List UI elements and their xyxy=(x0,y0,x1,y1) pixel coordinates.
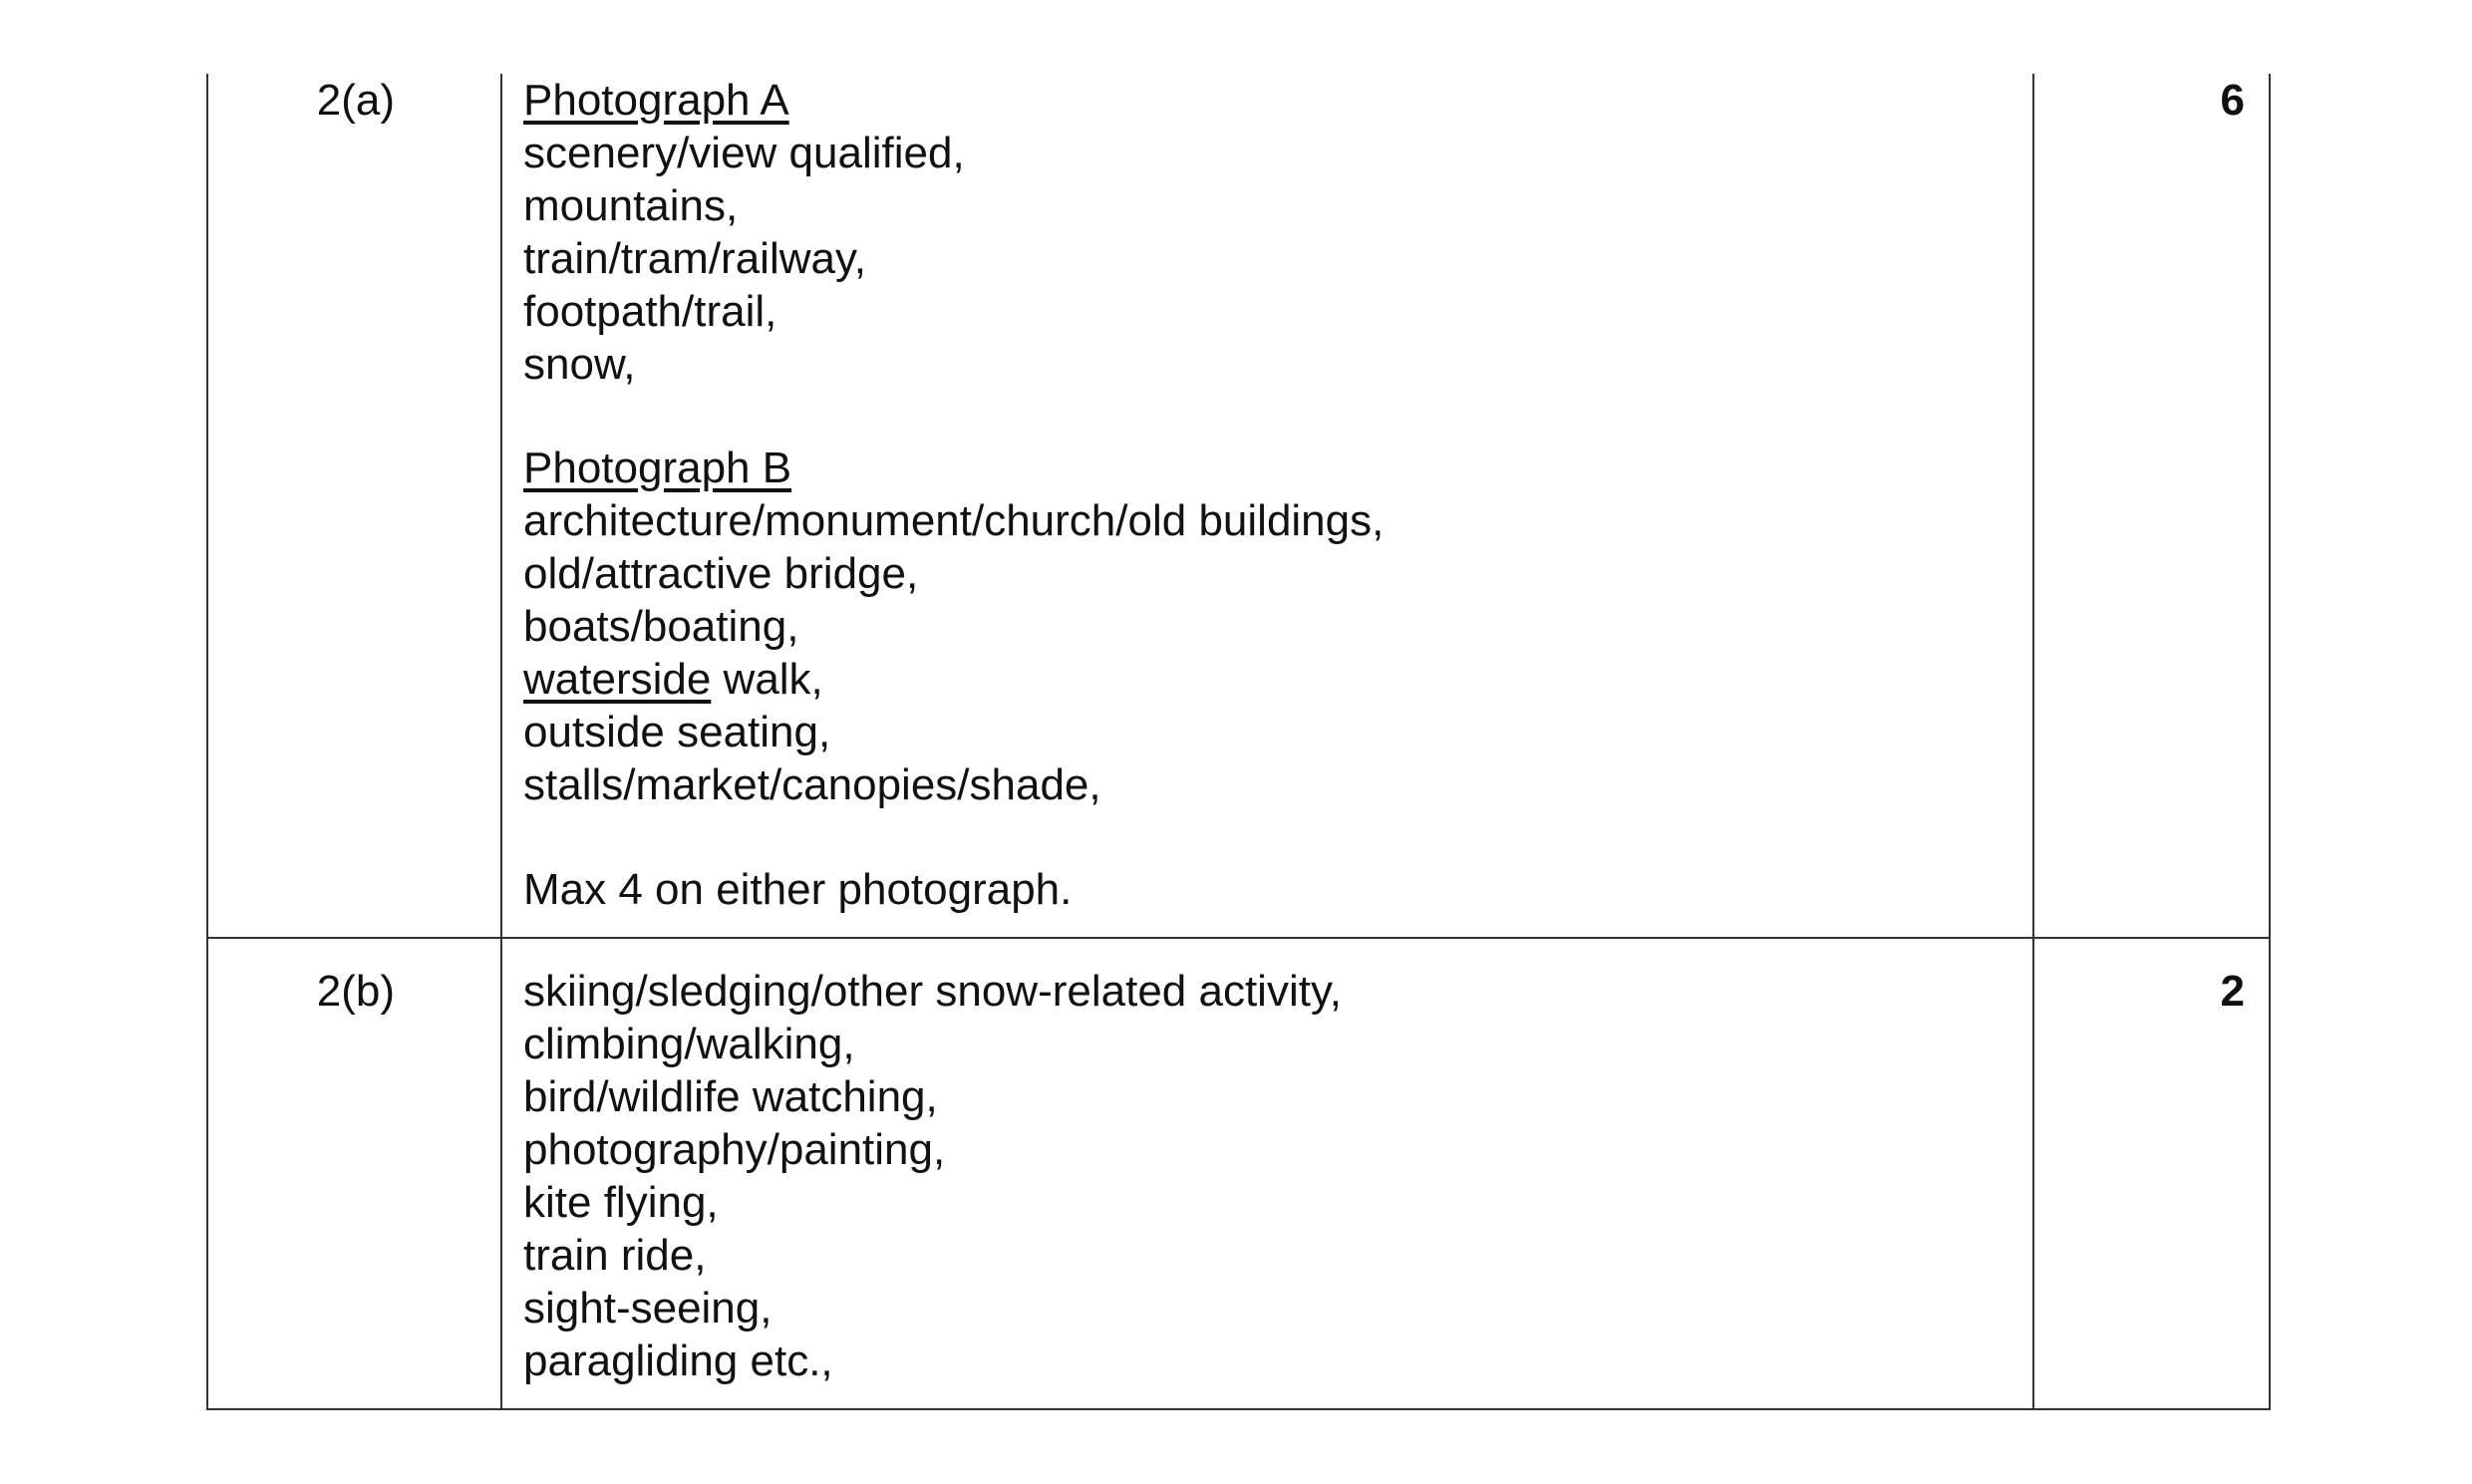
list-item: photography/painting, xyxy=(523,1125,946,1174)
activity-list xyxy=(523,965,1342,1387)
underlined-word: waterside xyxy=(523,655,712,704)
list-item-rest: walk, xyxy=(711,655,823,704)
column-divider-answer xyxy=(2032,74,2034,1410)
list-item: mountains, xyxy=(523,181,739,230)
list-item: climbing/walking, xyxy=(523,1020,855,1068)
list-item: train ride, xyxy=(523,1231,707,1280)
table-bottom-border xyxy=(206,1408,2271,1410)
list-item: footpath/trail, xyxy=(523,287,777,336)
list-item: architecture/monument/church/old buildings, xyxy=(523,496,1385,545)
question-number: 2(b) xyxy=(316,967,395,1016)
list-item: kite flying, xyxy=(523,1178,719,1227)
photograph-a-heading: Photograph A xyxy=(523,76,789,125)
marks-value: 6 xyxy=(2220,76,2245,125)
list-item: sight-seeing, xyxy=(523,1284,772,1333)
max-note: Max 4 on either photograph. xyxy=(523,865,1073,914)
list-item: old/attractive bridge, xyxy=(523,549,919,598)
list-item: skiing/sledging/other snow-related activity, xyxy=(523,967,1342,1016)
list-item: snow, xyxy=(523,340,636,389)
list-item: scenery/view qualified, xyxy=(523,129,965,177)
table-right-border xyxy=(2269,74,2271,1410)
marks-value: 2 xyxy=(2220,967,2245,1016)
list-item: boats/boating, xyxy=(523,602,799,651)
list-item: train/tram/railway, xyxy=(523,234,866,283)
list-item xyxy=(523,653,1384,706)
list-item: paragliding etc., xyxy=(523,1336,833,1385)
photograph-b-list xyxy=(523,494,1384,811)
question-number: 2(a) xyxy=(316,76,395,125)
photograph-a-list xyxy=(523,127,965,391)
list-item: stalls/market/canopies/shade, xyxy=(523,760,1101,809)
table-left-border xyxy=(206,74,208,1410)
list-item: outside seating, xyxy=(523,708,831,756)
column-divider-question xyxy=(500,74,502,1410)
list-item: bird/wildlife watching, xyxy=(523,1072,938,1121)
row-divider xyxy=(206,937,2271,939)
photograph-b-heading: Photograph B xyxy=(523,444,792,492)
